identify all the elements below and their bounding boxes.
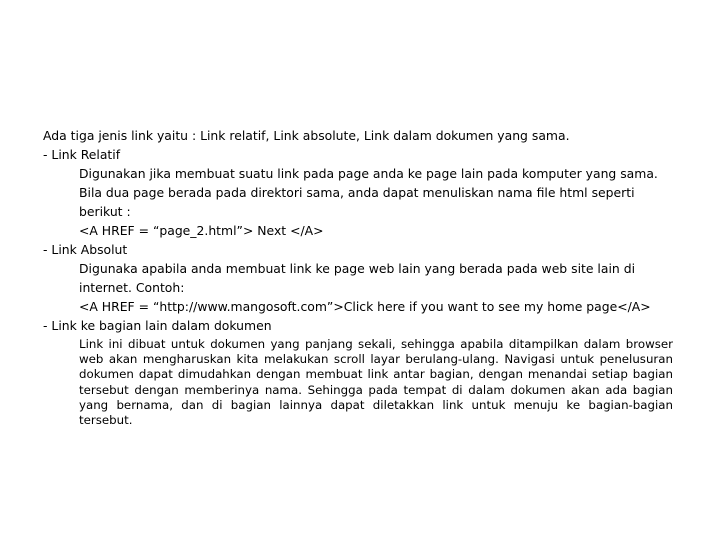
section-heading-relatif: - Link Relatif xyxy=(43,147,121,162)
section-body-absolut xyxy=(43,259,673,316)
relatif-description: Digunakan jika membuat suatu link pada page anda ke page lain pada komputer yang sama. xyxy=(79,166,658,181)
section-body-relatif xyxy=(43,164,673,240)
section-heading-bagian: - Link ke bagian lain dalam dokumen xyxy=(43,318,272,333)
section-body-bagian xyxy=(43,337,673,428)
relatif-instruction: Bila dua page berada pada direktori sama, anda dapat menuliskan nama file html seperti berikut : xyxy=(79,185,635,219)
bagian-paragraph: Link ini dibuat untuk dokumen yang panjang sekali, sehingga apabila ditampilkan dalam browser web akan mengharuskan kita melakukan scroll layar berulang-ulang. Navigasi untuk penelusuran dokumen dapat dimudahkan dengan membuat link antar bagian, dengan menandai setiap bagian tersebut dengan memberinya nama. Sehingga pada tempat di dalam dokumen akan ada bagian yang bernama, dan di bagian lainnya dapat diletakkan link untuk menuju ke bagian-bagian tersebut. xyxy=(79,337,673,428)
section-heading-absolut: - Link Absolut xyxy=(43,242,128,257)
slide-content xyxy=(43,126,679,428)
absolut-description: Digunaka apabila anda membuat link ke page web lain yang berada pada web site lain di internet. Contoh: xyxy=(79,261,636,295)
absolut-code-example: <A HREF = “http://www.mangosoft.com”>Click here if you want to see my home page</A> xyxy=(79,299,651,314)
intro-text: Ada tiga jenis link yaitu : Link relatif, Link absolute, Link dalam dokumen yang sama. xyxy=(43,128,570,143)
relatif-code-example: <A HREF = “page_2.html”> Next </A> xyxy=(79,223,324,238)
